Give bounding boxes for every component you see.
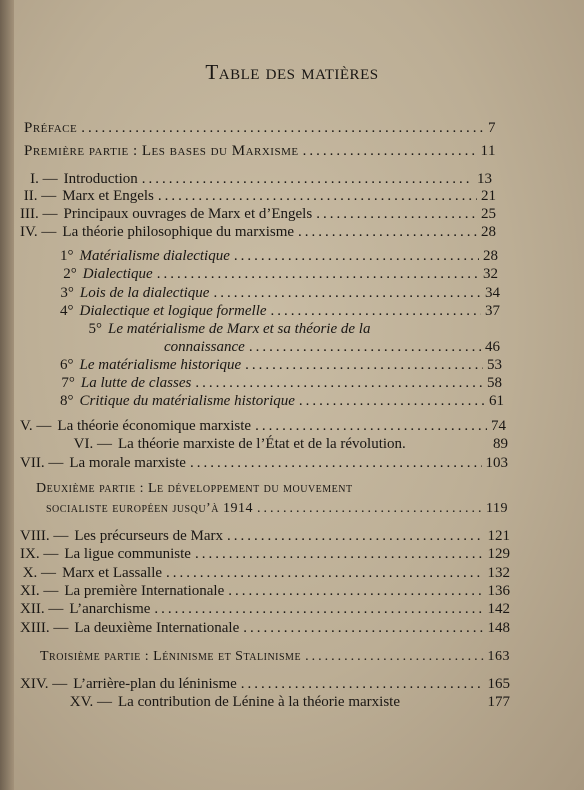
toc-label: Troisième partie : Léninisme et Stalinisme xyxy=(40,649,302,664)
toc-label: La contribution de Lénine à la théorie marxiste xyxy=(118,694,400,710)
toc-section-number: 8° xyxy=(60,393,74,409)
toc-leader xyxy=(142,171,473,188)
toc-leader xyxy=(213,285,481,302)
toc-entry-preface xyxy=(24,120,496,137)
toc-label: Principaux ouvrages de Marx et d’Engels xyxy=(63,206,313,222)
toc-leader xyxy=(257,500,482,517)
toc-leader xyxy=(298,224,477,241)
toc-chapter-number: XI. — xyxy=(20,583,59,599)
toc-leader xyxy=(81,120,484,137)
toc-page-number: 142 xyxy=(487,601,510,617)
toc-leader xyxy=(234,248,479,265)
toc-page-number: 37 xyxy=(485,303,500,319)
toc-entry-chapter-5 xyxy=(20,418,506,435)
toc-label: Introduction xyxy=(63,171,138,187)
toc-chapter-number: XII. — xyxy=(20,601,64,617)
toc-chapter-number: X. — xyxy=(22,565,57,581)
toc-page-number: 46 xyxy=(485,339,500,355)
toc-leader xyxy=(228,583,483,600)
toc-page-number: 11 xyxy=(480,143,496,159)
toc-entry-chapter-11 xyxy=(20,583,510,600)
page-title: Table des matières xyxy=(205,60,379,84)
toc-chapter-number: VI. — xyxy=(73,436,112,452)
toc-entry-section-2 xyxy=(60,266,498,283)
toc-chapter-number: XV. — xyxy=(69,694,112,710)
toc-page-number: 7 xyxy=(488,120,496,136)
toc-leader xyxy=(195,375,483,392)
toc-entry-section-5 xyxy=(60,321,370,338)
toc-leader xyxy=(241,676,484,693)
toc-label: Première partie : Les bases du Marxisme xyxy=(24,143,299,159)
toc-chapter-number: XIV. — xyxy=(20,676,68,692)
toc-chapter-number: III. — xyxy=(20,206,58,222)
toc-page-number: 163 xyxy=(487,649,510,664)
toc-leader xyxy=(195,546,484,563)
toc-page-number: 34 xyxy=(485,285,500,301)
toc-entry-section-6 xyxy=(60,357,502,374)
toc-leader xyxy=(166,565,483,582)
toc-leader xyxy=(157,266,479,283)
toc-label: La deuxième Internationale xyxy=(74,620,240,636)
toc-label: Le matérialisme historique xyxy=(79,357,242,373)
toc-entry-chapter-3 xyxy=(20,206,496,223)
toc-label: Dialectique et logique formelle xyxy=(79,303,267,319)
toc-entry-chapter-10 xyxy=(20,565,510,582)
toc-entry-section-8 xyxy=(60,393,504,410)
toc-label: Dialectique xyxy=(82,266,153,282)
toc-page-number: 61 xyxy=(489,393,504,409)
toc-leader xyxy=(271,303,481,320)
page-spine-shadow xyxy=(0,0,14,790)
toc-page-number: 165 xyxy=(487,676,510,692)
toc-label: Le matérialisme de Marx et sa théorie de la xyxy=(108,321,371,337)
toc-chapter-number: IV. — xyxy=(20,224,57,240)
toc-entry-section-1 xyxy=(60,248,498,265)
toc-entry-part-one xyxy=(24,143,496,160)
toc-leader xyxy=(303,143,477,160)
toc-leader xyxy=(227,528,483,545)
toc-leader xyxy=(245,357,483,374)
toc-leader xyxy=(255,418,487,435)
toc-label: La lutte de classes xyxy=(80,375,192,391)
toc-page-number: 89 xyxy=(493,436,508,452)
toc-entry-chapter-9 xyxy=(20,546,510,563)
toc-page-number: 21 xyxy=(481,188,496,204)
toc-section-number: 5° xyxy=(88,321,102,337)
toc-label: Marx et Engels xyxy=(62,188,154,204)
toc-entry-chapter-14 xyxy=(20,676,510,693)
toc-chapter-number: XIII. — xyxy=(20,620,69,636)
toc-entry-chapter-8 xyxy=(20,528,510,545)
toc-label: Lois de la dialectique xyxy=(79,285,210,301)
toc-entry-chapter-4 xyxy=(20,224,496,241)
toc-label: La ligue communiste xyxy=(64,546,191,562)
toc-page-number: 13 xyxy=(477,171,492,187)
toc-label-continued: socialiste européen jusqu’à 1914 xyxy=(46,501,253,516)
toc-label-continued: connaissance xyxy=(164,339,245,355)
toc-label: L’arrière-plan du léninisme xyxy=(73,676,237,692)
toc-section-number: 4° xyxy=(60,303,74,319)
toc-chapter-number: IX. — xyxy=(20,546,59,562)
toc-entry-section-3 xyxy=(60,285,500,302)
toc-page-number: 53 xyxy=(487,357,502,373)
toc-section-number: 6° xyxy=(60,357,74,373)
toc-chapter-number: I. — xyxy=(30,171,58,187)
toc-leader xyxy=(158,188,477,205)
toc-entry-chapter-15 xyxy=(20,694,510,711)
toc-label: Préface xyxy=(24,120,78,136)
toc-page-number: 136 xyxy=(487,583,510,599)
toc-label: L’anarchisme xyxy=(69,601,151,617)
toc-page-number: 148 xyxy=(487,620,510,636)
toc-section-number: 3° xyxy=(60,285,74,301)
toc-chapter-number: V. — xyxy=(20,418,52,434)
toc-page-number: 58 xyxy=(487,375,502,391)
toc-entry-section-5-continued xyxy=(164,339,500,356)
toc-section-number: 1° xyxy=(60,248,74,264)
toc-page-number: 177 xyxy=(487,694,510,710)
toc-page-number: 32 xyxy=(483,266,498,282)
toc-chapter-number: VIII. — xyxy=(20,528,69,544)
toc-leader xyxy=(190,455,482,472)
toc-leader xyxy=(154,601,483,618)
toc-label: La théorie philosophique du marxisme xyxy=(62,224,295,240)
toc-chapter-number: VII. — xyxy=(20,455,64,471)
toc-leader xyxy=(243,620,483,637)
toc-entry-chapter-13 xyxy=(20,620,510,637)
toc-label: Les précurseurs de Marx xyxy=(74,528,224,544)
toc-page-number: 129 xyxy=(487,546,510,562)
toc-label: Critique du matérialisme historique xyxy=(79,393,295,409)
toc-label: La première Internationale xyxy=(64,583,225,599)
toc-leader xyxy=(299,393,485,410)
toc-section-number: 7° xyxy=(61,375,75,391)
toc-entry-chapter-1 xyxy=(20,171,492,188)
toc-page-number: 28 xyxy=(481,224,496,240)
toc-entry-chapter-6 xyxy=(20,436,508,453)
toc-entry-chapter-7 xyxy=(20,455,508,472)
toc-page-number: 119 xyxy=(486,501,508,516)
toc-entry-part-two-continued xyxy=(46,500,508,517)
toc-section-number: 2° xyxy=(63,266,77,282)
toc-entry-part-two: Deuxième partie : Le développement du mouvement xyxy=(36,481,353,496)
toc-chapter-number: II. — xyxy=(23,188,57,204)
toc-page-number: 74 xyxy=(491,418,506,434)
toc-page-number: 121 xyxy=(487,528,510,544)
toc-page-number: 25 xyxy=(481,206,496,222)
toc-label: La théorie marxiste de l’État et de la révolution. xyxy=(118,436,406,452)
toc-entry-section-4 xyxy=(60,303,500,320)
toc-page-number: 28 xyxy=(483,248,498,264)
toc-label: Matérialisme dialectique xyxy=(79,248,230,264)
toc-entry-chapter-12 xyxy=(20,601,510,618)
toc-leader xyxy=(249,339,481,356)
toc-entry-section-7 xyxy=(60,375,502,392)
toc-label: Marx et Lassalle xyxy=(62,565,163,581)
toc-page-number: 132 xyxy=(487,565,510,581)
toc-page-number: 103 xyxy=(485,455,508,471)
toc-entry-part-three xyxy=(40,648,510,665)
toc-leader xyxy=(316,206,477,223)
toc-label: La morale marxiste xyxy=(69,455,186,471)
toc-label: La théorie économique marxiste xyxy=(57,418,252,434)
toc-leader xyxy=(305,648,483,665)
toc-entry-chapter-2 xyxy=(20,188,496,205)
